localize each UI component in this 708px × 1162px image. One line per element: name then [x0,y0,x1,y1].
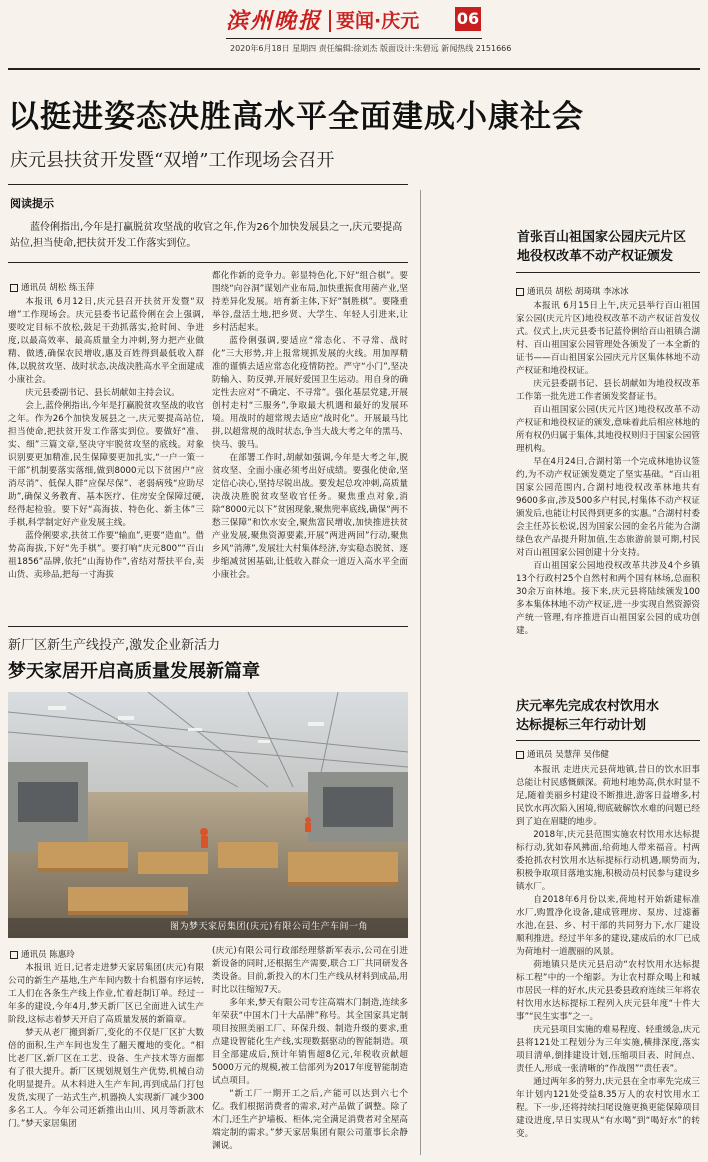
story-2-byline [516,285,629,297]
newspaper-logo: 滨州晚报 [226,8,323,34]
paragraph: 蓝伶俐强调,要适应“常态化、不寻常、战时化”三大形势,并上报常规抓发展的火线。用加厚精准的谨慎去适应常态化疫情防控。严守“小门”,坚决防输入、防反弹,开展好爱国卫生运动。用自身的确定性去应对“不确定、不寻常”。强化基层党建,开展创村走村“三服务”,争取最大机遇和最好的发展环境。用战时的超常规去适应“战时化”。开展最马比拼,以超常规的战时状态,争当大战大考之年的黑马、快马、骏马。 [212,336,408,450]
story-2-headline-line1: 首张百山祖国家公园庆元片区 [517,230,687,245]
lead-rule [8,184,408,185]
lead-byline-text: 通讯员 胡松 练玉萍 [21,283,95,293]
paragraph: 本报讯 走进庆元县荷地镇,昔日的饮水旧事总能让村民感慨颇深。荷地村地势高,供水时显不足,随着美丽乡村建设不断推进,游客日益增多,村民饮水再次陷入困境,彻底破解饮水难的问题已经到了迫在眉睫的地步。 [516,765,700,827]
paragraph: 百山祖国家公园地役权改革共涉及4个乡镇13个行政村25个自然村和两个国有林场,总面积30余万亩林地。接下来,庆元县将陆续颁发100多本集体林地不动产权证,进一步实现自然资源资产统一管理,有序推进百山祖国家公园的成功创建。 [516,561,700,636]
paragraph: 荷地镇只是庆元县启动“农村饮用水达标提标工程”中的一个缩影。为让农村群众喝上和城市居民一样的好水,庆元县委县政府连续三年将农村饮用水达标提标工程列入庆元县年度“十件大事”“民生实事”之一。 [516,960,700,1022]
story-3-byline [516,748,609,760]
paragraph: 早在4月24日,合湖村第一个完成林地协议签约,为不动产权证颁发奠定了坚实基础。“百山祖国家公园范围内,合湖村地役权改革林地共有9600多亩,涉及500多户村民,村集体不动产权证颁发后,也能让村民得到更多的实惠。”合湖村村委会主任苏长松说,因为国家公园的金名片能为合湖绿色农产品提升附加值,生态旅游前景可期,村民对百山祖国家公园创建十分支持。 [516,457,700,558]
paragraph: (庆元)有限公司行政部经理蔡新军表示,公司在引进新设备的同时,还根据生产需要,联合工厂共同研发各类设备。目前,新投入的木门生产线从材料到成品,用时比以往缩短7天。 [212,946,408,995]
byline-square-icon [10,951,18,959]
story-3-rule [516,740,700,741]
story-2-rule [516,272,700,273]
story-3-body [516,764,700,1158]
feature-byline-text: 通讯员 陈惠玲 [21,950,75,960]
lead-headline: 以挺进姿态决胜高水平全面建成小康社会 [8,99,584,135]
paragraph: “新工厂一期开工之后,产能可以达到六七个亿。我们根据消费者的需求,对产品做了调整。除了木门,还生产护墙板、柜体,完全满足消费者对全屋高端定制的需求。”梦天家居集团有限公司董事长余静渊说。 [212,1089,408,1151]
feature-kicker: 新厂区新生产线投产,激发企业新活力 [8,638,221,653]
feature-column-2 [212,945,408,1158]
feature-top-rule [8,626,408,627]
photo-caption: 图为梦天家居集团(庆元)有限公司生产车间一角 [170,922,369,932]
byline-square-icon [10,284,18,292]
paragraph: 庆元县项目实施的难易程度、轻重缓急,庆元县将121处工程划分为三年实施,横排深度,落实项目清单,倒排建设计划,压缩项目表、时间点、责任人,形成一张清晰的“作战图”“责任表”。 [516,1025,700,1074]
lead-column-1 [8,296,204,614]
paragraph: 本报讯 6月12日,庆元县召开扶贫开发暨“双增”工作现场会。庆元县委书记蓝伶俐在会上强调,要咬定目标不放松,鼓足干劲抓落实,抢时间、争进度,以最高效率、最高质量全力冲刺,努力把产业做精、做透,确保农民增收,惠及百姓得到最低收入群体,以脱贫攻坚、战时状态,决战决胜高水平全面建成小康社会。 [8,297,204,385]
column-divider [420,190,421,1155]
story-2-headline-line2: 地役权改革不动产权证颁发 [517,249,674,264]
paragraph: 2018年,庆元县范围实施农村饮用水达标提标行动,犹如春风拂面,给荷地人带来福音。村两委抢抓农村饮用水达标提标行动机遇,顺势而为,积极争取项目落地实施,积极动员村民参与建设乡镇水厂。 [516,830,700,892]
paragraph: 本报讯 6月15日上午,庆元县举行百山祖国家公园(庆元片区)地役权改革不动产权证首发仪式。仪式上,庆元县委书记蓝伶俐给百山祖镇合湖村、百山祖国家公园管理处各颁发了一本全新的证书——百山祖国家公园庆元片区集体林地不动产权证和地役权证。 [516,301,700,376]
story-3-headline-line2: 达标提标三年行动计划 [516,718,647,733]
paragraph: 庆元县委副书记、县长胡献如为地役权改革工作第一批先进工作者颁发奖督证书。 [516,379,700,402]
feature-column-1 [8,962,204,1158]
page-number-badge: 06 [455,7,481,31]
header-rule [8,68,700,70]
story-2-body [516,300,700,670]
paragraph: 百山祖国家公园(庆元片区)地役权改革不动产权证和地役权证的颁发,意味着此后相应林地的所有权仍归属于集体,其地役权则归于国家公园管理机构。 [516,405,700,454]
story-3-byline-text: 通讯员 吴慧萍 吴伟健 [527,750,609,760]
lead-byline [10,281,94,293]
feature-byline [10,948,75,960]
story-3-headline-line1: 庆元率先完成农村饮用水 [516,699,660,714]
masthead-rule [226,38,482,39]
paragraph: 本报讯 近日,记者走进梦天家居集团(庆元)有限公司的新生产基地,生产车间内数十台机器有序运转,工人们在各条生产线上作业,忙着赶制订单。经过一年多的建设,今年4月,梦天新厂区已全面进入试生产阶段,这标志着梦天开启了高质量发展的新篇章。 [8,963,204,1025]
paragraph: 庆元县委副书记、县长胡献如主持会议。 [25,388,180,398]
paragraph: 蓝伶俐要求,扶贫工作要“输血”,更要“造血”。借势高海拔,下好“先手棋”。要打响“庆元800”“百山祖1856”品牌,依托“山海协作”,省结对帮扶平台,卖山货、卖珍品,把每一寸海拔 [8,531,204,580]
reading-rule [8,262,408,263]
lead-column-2 [212,270,408,614]
masthead-divider [329,10,331,32]
paragraph: 都化作新的竞争力。彰显特色化,下好“组合棋”。要围绕“向谷洞”谋划产业布局,加快重振食用菌产业,坚持差异化发展。培育新主体,下好“制胜棋”。要隆重举谷,盘活土地,把乡贤、大学生、年轻人引进来,让乡村活起来。 [212,271,408,333]
masthead-meta: 2020年6月18日 星期四 责任编辑:徐刘杰 版面设计:朱碧远 新闻热线 2151666 [230,44,512,53]
reading-tips-text: 蓝伶俐指出,今年是打赢脱贫攻坚战的收官之年,作为26个加快发展县之一,庆元要提高站位,担当使命,把扶贫开发工作落实到位。 [10,222,403,249]
reading-tips-label: 阅读提示 [10,197,54,210]
section-title: 要闻·庆元 [336,10,420,32]
lead-subheadline: 庆元县扶贫开发暨“双增”工作现场会召开 [10,150,335,171]
paragraph: 会上,蓝伶俐指出,今年是打赢脱贫攻坚战的收官之年。作为26个加快发展县之一,庆元要提高站位,担当使命,把扶贫开发工作落实到位。要做好“准、实、细”三篇文章,坚决守牢脱贫攻坚的底线。对象识别要更加精准,民生保障要更加扎实,“一户一策一干部”机制要落实落细,做到8000元以下贫困户“应消尽消”、低保人群“应保尽保”、老弱病残“应助尽助”,确保义务教育、基本医疗、住房安全保障过硬,经得起检验。要下好“高海拔、特色化、新主体”三手棋,科学制定好产业发展主线。 [8,401,204,528]
story-2-byline-text: 通讯员 胡松 胡琦琪 李冰冰 [527,287,629,297]
factory-photo [8,692,408,938]
paragraph: 梦天从老厂搬到新厂,变化的不仅是厂区扩大数倍的面积,生产车间也发生了翻天覆地的变化。“相比老厂区,新厂区在工艺、设备、生产技术等方面都有了很大提升。新厂区规划规划生产优势,机械自动化明显提升。从木料进入生产车间,再到成品门打包发货,实现了一站式生产,机器换人实现新厂减少300多名工人。今年公司还新推出山川、风月等新款木门。”梦天家居集团 [8,1028,204,1129]
feature-headline: 梦天家居开启高质量发展新篇章 [8,661,260,682]
byline-square-icon [516,751,524,759]
paragraph: 自2018年6月份以来,荷地村开始新建标准水厂,购置净化设备,建成管理房、泵房、过滤蓄水池,在县、乡、村干部的共同努力下,水厂建设顺利推进。经过半年多的建设,建成后的水厂已成为荷地村一道靓丽的风景。 [516,895,700,957]
paragraph: 多年来,梦天有限公司专注高端木门制造,连续多年荣获“中国木门十大品牌”称号。其全国家具定制项目按照美丽工厂、环保升级、制造升级的要求,重点建设智能化生产线,实现数据驱动的智能制造。项目全部建成后,预计年销售超8亿元,年税收贡献超5000万元的规模,被工信部列为2017年度智能制造试点项目。 [212,998,408,1086]
paragraph: 通过两年多的努力,庆元县在全市率先完成三年计划内121处受益8.35万人的农村饮用水工程。下一步,还将持续扫尾设施更换更能保障项目建设进度,早日实现从“有水喝”到“喝好水”的转变。 [516,1077,700,1139]
paragraph: 在部署工作时,胡献如强调,今年是大考之年,脱贫攻坚、全面小康必须考出好成绩。要强化使命,坚定信心决心,坚持尽锐出战。要发起总攻冲刺,高质量决战决胜脱贫攻坚收官任务。聚焦重点对象,消除“8000元以下”贫困现象,聚焦兜率底线,确保“两不愁三保障”和饮水安全,聚焦富民增收,加快推进扶贫产业发展,聚焦资源要素,开展“两进两回”行动,聚焦乡风“消薄”,发展壮大村集体经济,夯实稳态脱贫、逐步缩减贫困基础,让低收入群众一道迈入高水平全面小康社会。 [212,453,408,580]
factory-photo-illustration [8,692,408,938]
byline-square-icon [516,288,524,296]
